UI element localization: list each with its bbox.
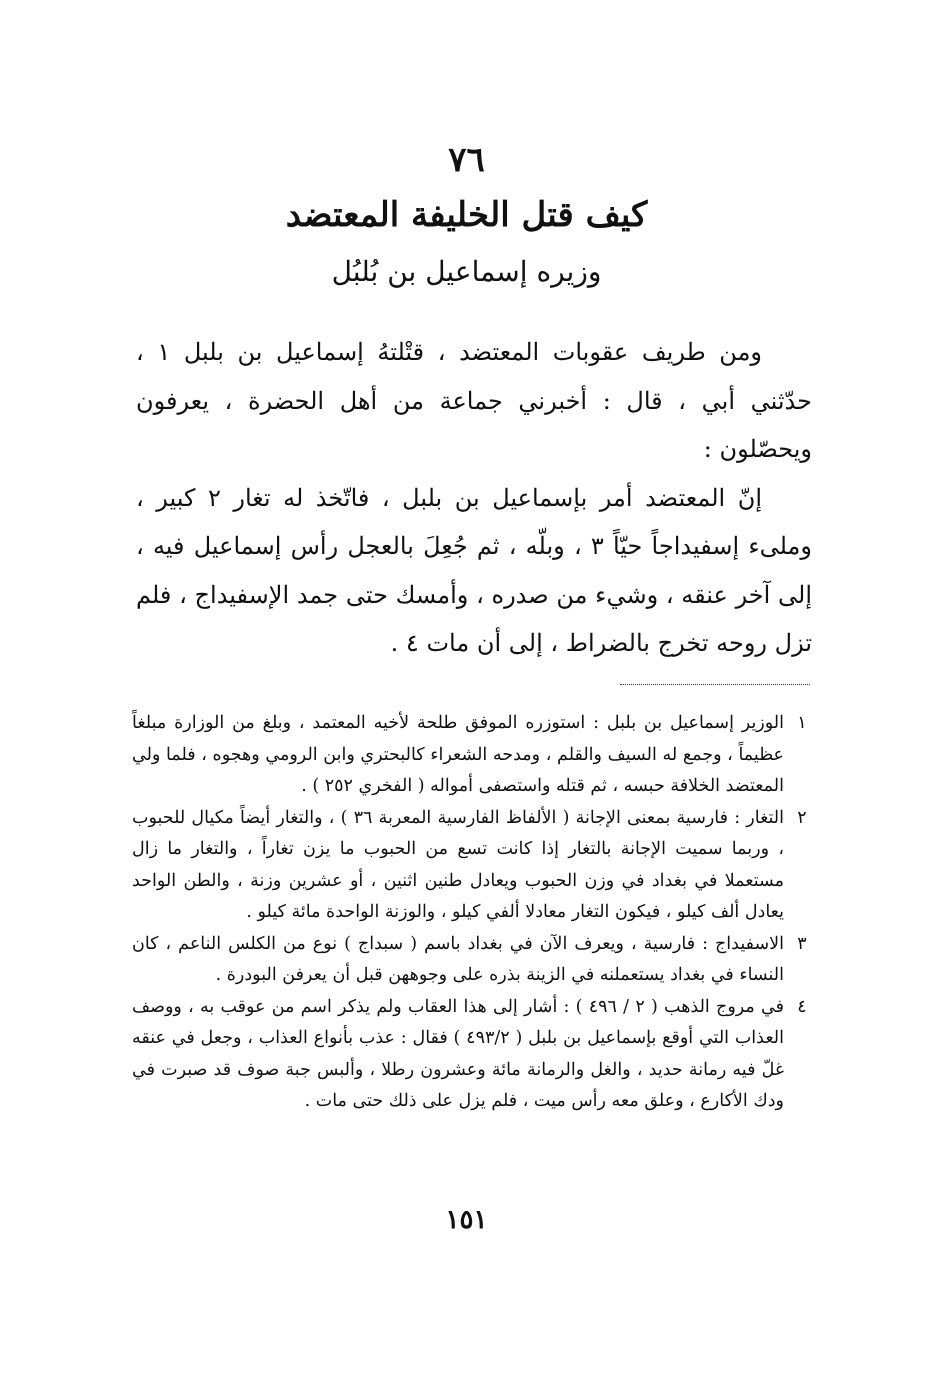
footnote-text: الوزير إسماعيل بن بلبل : استوزره الموفق طلحة لأخيه المعتمد ، وبلغ من الوزارة مبلغاً عظيماً ، وجمع له السيف والقلم ، ومدحه الشعراء كالبحتري وابن الرومي وهجوه ، فلما ولي المعتضد الخلافة حبسه ، ثم قتله واستصفى أمواله ( الفخري ٢٥٢ ) .	[132, 713, 784, 796]
footnotes-section	[132, 708, 812, 1118]
footnote-divider	[620, 684, 810, 685]
footnote-1	[132, 708, 812, 803]
paragraph-1: ومن طريف عقوبات المعتضد ، قتْلتهُ إسماعيل بن بلبل ١ ، حدّثني أبي ، قال : أخبرني جماعة من أهل الحضرة ، يعرفون ويحصّلون :	[136, 338, 812, 463]
chapter-subtitle: وزيره إسماعيل بن بُلبُل	[331, 255, 602, 288]
chapter-title: كيف قتل الخليفة المعتضد	[285, 195, 648, 235]
footnote-number: ٣	[797, 933, 807, 954]
paragraph-2: إنّ المعتضد أمر بإسماعيل بن بلبل ، فاتّخذ له تغار ٢ كبير ، وملىء إسفيداجاً حيّاً ٣ ، وبلّه ، ثم جُعِلَ بالعجل رأس إسماعيل فيه ، إلى آخر عنقه ، وشيء من صدره ، وأمسك حتى جمد الإسفيداج ، فلم تزل روحه تخرج بالضراط ، إلى أن مات ٤ .	[136, 483, 813, 657]
page-number: ١٥١	[445, 1205, 488, 1235]
main-text	[136, 328, 812, 668]
footnote-number: ٤	[797, 996, 807, 1017]
footnote-text: في مروج الذهب ( ٢ / ٤٩٦ ) : أشار إلى هذا العقاب ولم يذكر اسم من عوقب به ، ووصف العذاب التي أوقع بإسماعيل بن بلبل ( ٤٩٣/٢ ) فقال : عذب بأنواع العذاب ، وجعل في عنقه غلّ فيه رمانة حديد ، والغل والرمانة مائة وعشرون رطلا ، وألبس جبة صوف قد صبرت في ودك الأكارع ، وعلق معه رأس ميت ، فلم يزل على ذلك حتى مات .	[132, 996, 784, 1111]
footnote-text: الاسفيداج : فارسية ، ويعرف الآن في بغداد باسم ( سبداج ) نوع من الكلس الناعم ، كان النساء في بغداد يستعملنه في الزينة بذره على وجوههن قبل أن يعرفن البودرة .	[132, 933, 784, 985]
footnote-2	[132, 803, 812, 929]
footnote-3	[132, 929, 812, 992]
footnote-number: ٢	[797, 807, 807, 828]
footnote-4	[132, 992, 812, 1118]
footnote-text: التغار : فارسية بمعنى الإجانة ( الألفاظ الفارسية المعربة ٣٦ ) ، والتغار أيضاً مكيال للحبوب ، وربما سميت الإجانة بالتغار إذا كانت تسع من الحبوب ما يزن تغاراً ، والتغار ما زال مستعملا في بغداد في وزن الحبوب ويعادل طنين اثنين ، أو عشرين وزنة ، والطن الواحد يعادل ألف كيلو ، فيكون التغار معادلا ألفي كيلو ، والوزنة الواحدة مائة كيلو .	[132, 807, 784, 922]
footnote-number: ١	[797, 713, 807, 733]
chapter-number: ٧٦	[448, 140, 485, 180]
